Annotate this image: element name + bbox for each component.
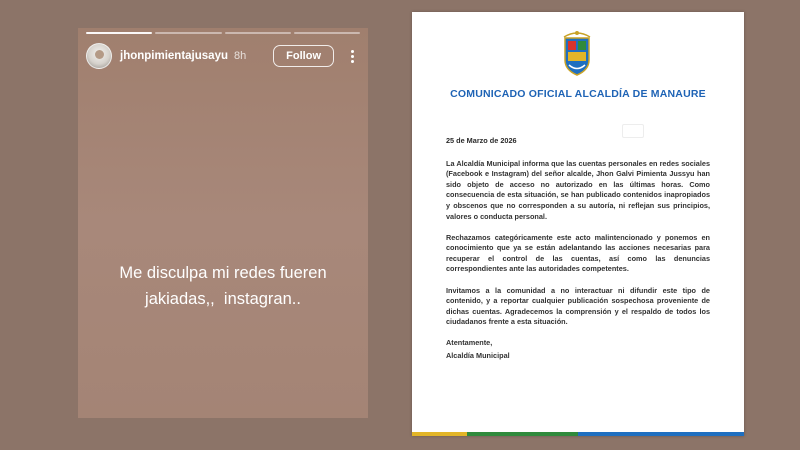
document-date: 25 de Marzo de 2026 — [446, 136, 517, 145]
instagram-story[interactable] — [78, 28, 368, 418]
document-title: COMUNICADO OFICIAL ALCALDÍA DE MANAURE — [450, 88, 706, 100]
story-progress-segment — [225, 32, 291, 34]
story-progress-segment — [86, 32, 152, 34]
footer-color-segment — [578, 432, 633, 436]
footer-color-segment — [412, 432, 467, 436]
official-communique — [412, 12, 744, 436]
footer-color-segment — [689, 432, 744, 436]
avatar[interactable] — [86, 43, 112, 69]
document-body — [446, 136, 710, 362]
footer-color-segment — [523, 432, 578, 436]
story-progress-segment — [155, 32, 221, 34]
more-options-icon[interactable] — [344, 45, 360, 67]
document-paragraph: Rechazamos categóricamente este acto malintencionado y ponemos en conocimiento que ya se están adelantando las acciones necesarias para recuperar el control de las cuentas, así como las denuncias correspondientes ante las autoridades competentes. — [446, 232, 710, 274]
story-time-ago: 8h — [234, 50, 247, 62]
story-username[interactable]: jhonpimientajusayu — [120, 50, 228, 62]
footer-color-bar — [412, 432, 744, 436]
story-progress-segment — [294, 32, 360, 34]
document-paragraph: La Alcaldía Municipal informa que las cuentas personales en redes sociales (Facebook e Instagram) del señor alcalde, Jhon Galvi Pimienta Jussyu han sido objeto de acceso no autorizado en las últimas horas. Como consecuencia de esta situación, se han publicado contenidos inapropiados y obscenos que no corresponden a su autoría, ni reflejan sus principios, valores o conducta personal. — [446, 158, 710, 221]
footer-color-segment — [467, 432, 522, 436]
story-header — [86, 42, 360, 70]
document-closing: Atentamente, — [446, 338, 493, 348]
footer-color-segment — [633, 432, 688, 436]
story-message: Me disculpa mi redes fueren jakiadas,, instagran.. — [119, 264, 327, 308]
document-paragraph: Invitamos a la comunidad a no interactuar ni difundir este tipo de contenido, y a reportar cualquier publicación sospechosa proveniente de dichas cuentas. Agradecemos la comprensión y el respaldo de todos los ciudadanos frente a esta situación. — [446, 285, 710, 327]
story-progress-bar — [86, 32, 360, 34]
follow-button[interactable]: Follow — [273, 45, 334, 67]
document-signature: Alcaldía Municipal — [446, 351, 510, 360]
municipal-crest-icon — [560, 28, 594, 76]
